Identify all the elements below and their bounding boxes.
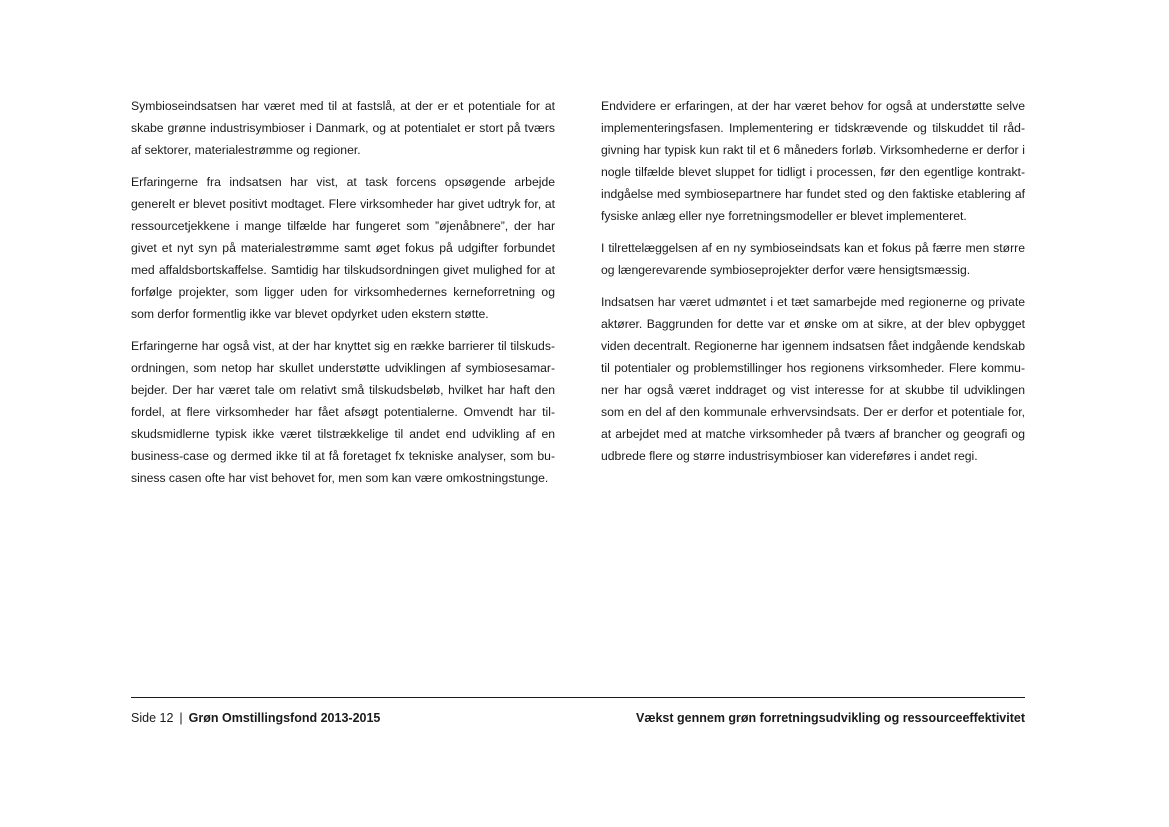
paragraph: Symbioseindsatsen har været med til at fastslå, at der er et potentiale for at skabe grønne industrisymbioser i Danmark, og at potentialet er stort på tværs af sektorer, materialestrømme og regioner.	[131, 99, 555, 157]
footer-left	[131, 708, 380, 728]
paragraph: Erfaringerne har også vist, at der har knyttet sig en række barrierer til tilskudsordningen, som netop har skullet understøtte udviklingen af symbiosesamarbejder. Der har været tale om relativt små tilskudsbeløb, hvilket har haft den fordel, at flere virksomheder har fået afsøgt potentialerne. Omvendt har tilskudsmidlerne typisk ikke været tilstrækkelige til andet end udvikling af en business-case og dermed ikke til at få foretaget fx tekniske analyser, som business casen ofte har vist behovet for, men som kan være omkostningstunge.	[131, 339, 555, 485]
paragraph: Endvidere er erfaringen, at der har været behov for også at understøtte selve implementeringsfasen. Implementering er tidskrævende og tilskuddet til rådgivning har typisk kun rakt til et 6 måneders forløb. Virksomhederne er derfor i nogle tilfælde blevet sluppet for tidligt i processen, før den egentlige kontraktindgåelse med symbiosepartnere har fundet sted og den faktiske etablering af fysiske anlæg eller nye forretningsmodeller er blevet implementeret.	[601, 99, 1025, 223]
paragraph: Indsatsen har været udmøntet i et tæt samarbejde med regionerne og private aktører. Baggrunden for dette var et ønske om at sikre, at der blev opbygget viden decentralt. Regionerne har igennem indsatsen fået indgående kendskab til potentialer og problemstillinger hos regionens virksomheder. Flere kommuner har også været inddraget og vist interesse for at skubbe til udviklingen som en del af den kommunale erhvervsindsats. Der er derfor et potentiale for, at arbejdet med at matche virksomheder på tværs af brancher og geografi og udbrede flere og større industrisymbioser kan videreføres i andet regi.	[601, 295, 1025, 463]
publication-name: Grøn Omstillingsfond 2013-2015	[188, 711, 381, 725]
paragraph: I tilrettelæggelsen af en ny symbioseindsats kan et fokus på færre men større og længerevarende symbioseprojekter derfor være hensigtsmæssig.	[601, 241, 1025, 277]
page-number: Side 12	[131, 711, 174, 725]
footer-separator: |	[179, 711, 183, 725]
report-title: Vækst gennem grøn forretningsudvikling og ressourceeffektivitet	[636, 711, 1025, 725]
paragraph: Erfaringerne fra indsatsen har vist, at task forcens opsøgende arbejde generelt er blevet positivt modtaget. Flere virksomheder har givet udtryk for, at ressourcetjekkene i mange tilfælde har fungeret som ”øjenåbnere”, der har givet et nyt syn på materialestrømme samt øget fokus på udgifter forbundet med affaldsbortskaffelse. Samtidig har tilskudsordningen givet mulighed for at forfølge projekter, som ligger uden for virksomhedernes kerneforretning og som derfor formentlig ikke var blevet opdyrket uden ekstern støtte.	[131, 175, 555, 321]
footer-divider	[131, 697, 1025, 698]
left-text-column	[131, 95, 555, 499]
right-text-column	[601, 95, 1025, 477]
page-footer	[131, 708, 1025, 728]
